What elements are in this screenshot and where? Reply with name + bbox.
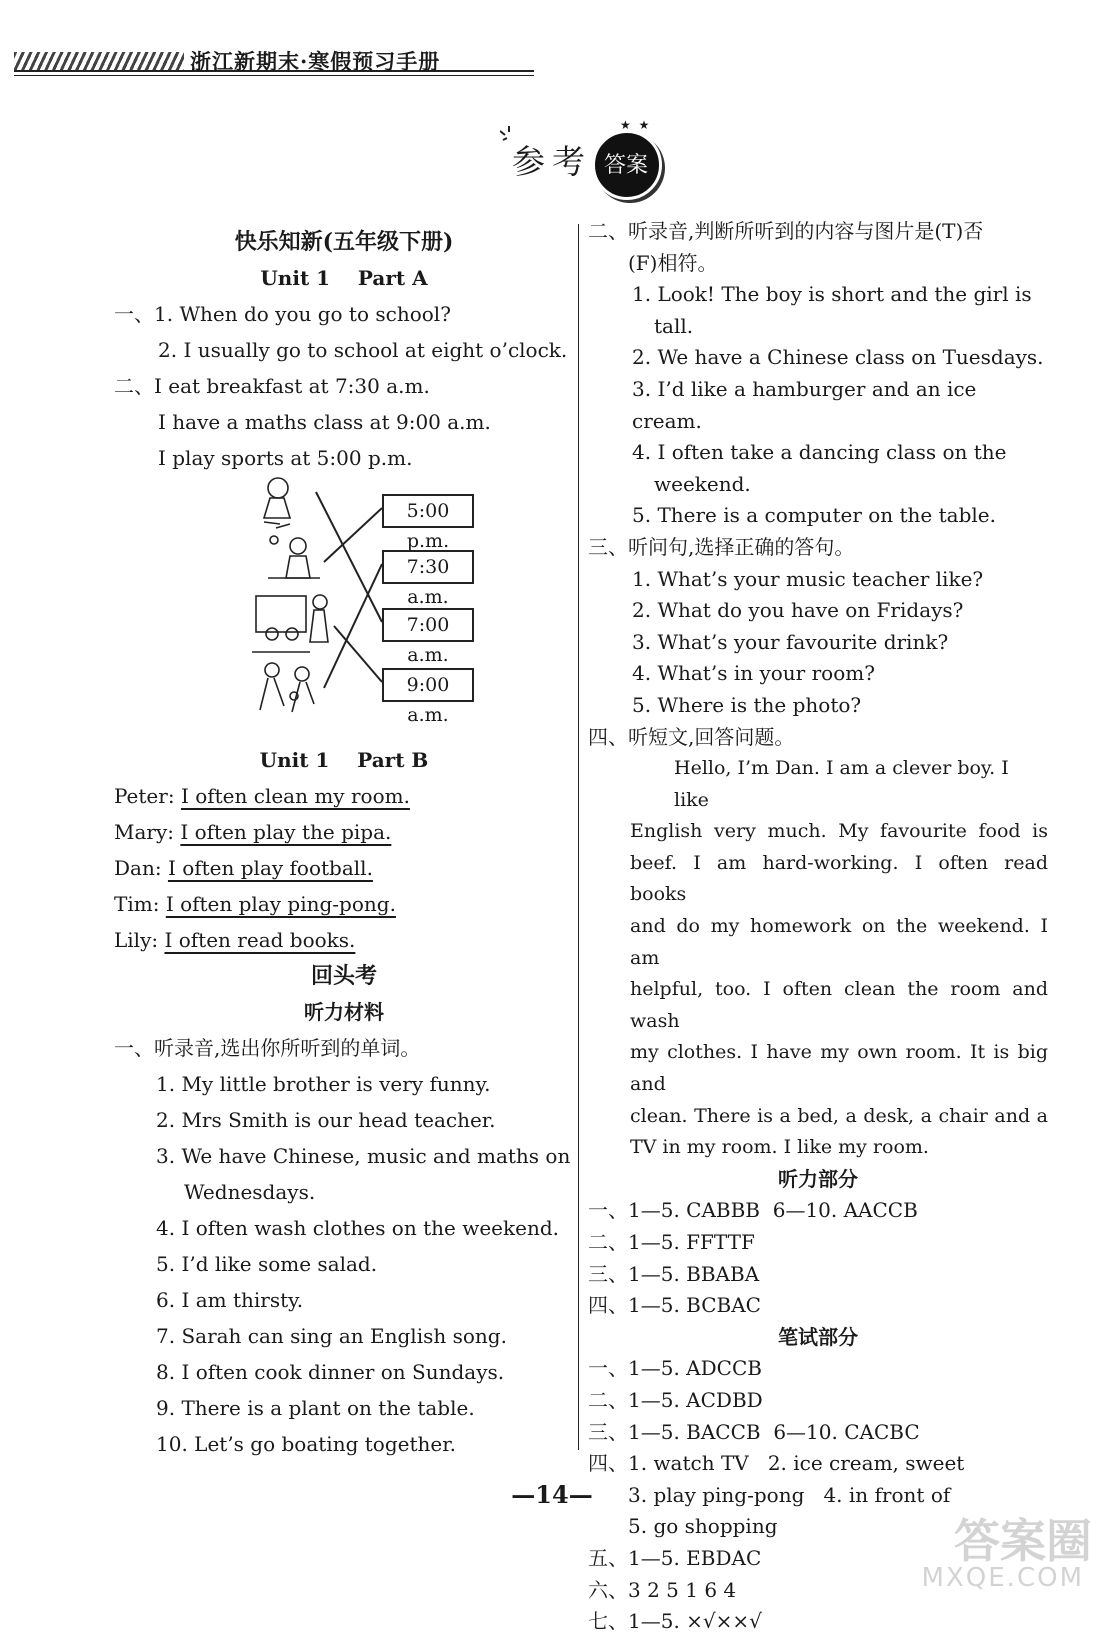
column-divider [578, 224, 579, 1450]
section-title-cont: (F)相符。 [628, 250, 718, 275]
list-item: 1. What’s your music teacher like? [632, 566, 984, 591]
answer-key-line: 一、1—5. ADCCB [588, 1356, 762, 1381]
answer-key-line: 5. go shopping [628, 1514, 778, 1539]
answer-key-line: 一、1—5. CABBB 6—10. AACCB [588, 1198, 918, 1223]
b-row [114, 778, 574, 814]
section-title: 二、听录音,判断所听到的内容与图片是(T)否 [588, 219, 984, 243]
girl-figure [264, 478, 290, 528]
book-title: 快乐知新(五年级下册) [234, 229, 454, 255]
answer-key-line: 五、1—5. EBDAC [588, 1545, 762, 1570]
boy-breakfast-figure [268, 536, 320, 578]
speaker-name: Lily: [114, 928, 159, 952]
list-item: 1. My little brother is very funny. [156, 1072, 491, 1096]
listening-material-heading: 听力材料 [304, 1000, 384, 1024]
banner-char-can: 参 [512, 142, 545, 181]
running-header [14, 40, 534, 82]
listening-part-heading: 听力部分 [778, 1166, 858, 1191]
b-row [114, 814, 574, 850]
answer-key-line: 四、1—5. BCBAC [588, 1293, 761, 1318]
list-item: 2. What do you have on Fridays? [632, 598, 964, 623]
written-part-heading: 笔试部分 [778, 1324, 858, 1349]
list-item: 2. We have a Chinese class on Tuesdays. [632, 345, 1044, 370]
time-matching-diagram [250, 474, 490, 724]
answer-key-line: 二、1—5. ACDBD [588, 1387, 763, 1412]
answer-line: I have a maths class at 9:00 a.m. [158, 410, 491, 434]
list-item: 6. I am thirsty. [156, 1288, 304, 1312]
watermark-url: MXQE.COM [921, 1563, 1084, 1593]
speaker-name: Tim: [114, 892, 160, 916]
list-item: Wednesdays. [184, 1180, 316, 1204]
page-number: —14— [511, 1480, 593, 1509]
section-title: 三、听问句,选择正确的答句。 [588, 534, 855, 559]
b-row [114, 850, 574, 886]
answer-line: 一、1. When do you go to school? [114, 302, 451, 326]
list-item: 5. Where is the photo? [632, 692, 862, 717]
speaker-name: Dan: [114, 856, 162, 880]
time-box: 5:00 p.m. [382, 494, 474, 528]
list-item: 4. I often wash clothes on the weekend. [156, 1216, 559, 1240]
review-title: 回头考 [310, 963, 377, 989]
stars-icon: ★ ★ [620, 118, 652, 132]
book-series-title: 浙江新期末·寒假预习手册 [190, 49, 441, 74]
speaker-answer: I often read books. [164, 928, 356, 952]
speaker-answer: I often play the pipa. [180, 820, 392, 844]
passage-line: clean. There is a bed, a desk, a chair and a [630, 1104, 1048, 1127]
speaker-answer: I often play football. [167, 856, 373, 880]
watermark-logo [912, 1505, 1092, 1595]
speaker-answer: I often clean my room. [180, 784, 410, 808]
list-item: 3. I’d like a hamburger and an ice cream. [632, 376, 977, 433]
list-item: 1. Look! The boy is short and the girl is [632, 282, 1032, 307]
banner-char-kao: 考 [552, 142, 585, 181]
answer-line: 2. I usually go to school at eight o’clock. [158, 338, 568, 362]
list-item: 4. What’s in your room? [632, 661, 875, 686]
list-item: weekend. [654, 471, 751, 496]
section-title: 一、听录音,选出你所听到的单词。 [114, 1036, 421, 1060]
list-item: 3. We have Chinese, music and maths on [156, 1144, 571, 1168]
banner-answer-label: 答案 [603, 153, 648, 178]
list-item: 7. Sarah can sing an English song. [156, 1324, 507, 1348]
list-item: 3. What’s your favourite drink? [632, 629, 949, 654]
list-item: 10. Let’s go boating together. [156, 1432, 456, 1456]
list-item: 9. There is a plant on the table. [156, 1396, 475, 1420]
left-column [114, 224, 574, 1462]
speaker-name: Mary: [114, 820, 174, 844]
answer-key-line: 七、1—5. ×√××√ [588, 1609, 762, 1634]
answer-key-line: 六、3 2 5 1 6 4 [588, 1577, 737, 1602]
answer-banner [500, 118, 700, 196]
list-item: 4. I often take a dancing class on the [632, 440, 1007, 465]
answer-key-line: 3. play ping-pong 4. in front of [628, 1482, 951, 1507]
passage-line: TV in my room. I like my room. [630, 1136, 929, 1159]
answer-key-line: 三、1—5. BACCB 6—10. CACBC [588, 1419, 920, 1444]
b-row [114, 886, 574, 922]
passage-line: my clothes. I have my own room. It is big and [630, 1041, 1048, 1096]
answer-line: I play sports at 5:00 p.m. [158, 446, 413, 470]
watermark-text: 答案圈 [954, 1514, 1092, 1568]
list-item: 5. There is a computer on the table. [632, 503, 996, 528]
unit1-parta-heading: Unit 1 Part A [260, 266, 428, 290]
classroom-figure [252, 595, 328, 652]
section-title: 四、听短文,回答问题。 [588, 724, 795, 749]
time-box: 7:00 a.m. [382, 608, 474, 642]
passage-line: English very much. My favourite food is [630, 820, 1048, 843]
list-item: tall. [654, 313, 694, 338]
header-decoration [14, 52, 184, 72]
passage-line: helpful, too. I often clean the room and wash [630, 978, 1048, 1032]
list-item: 8. I often cook dinner on Sundays. [156, 1360, 505, 1384]
right-column [588, 216, 1048, 1638]
passage-line: and do my homework on the weekend. I am [630, 915, 1048, 969]
list-item: 5. I’d like some salad. [156, 1252, 378, 1276]
time-box: 7:30 a.m. [382, 550, 474, 584]
answer-key-line: 三、1—5. BBABA [588, 1261, 760, 1286]
kids-sports-figure [260, 663, 314, 712]
b-row [114, 922, 574, 958]
unit1-partb-heading: Unit 1 Part B [259, 748, 429, 772]
passage-line: beef. I am hard-working. I often read books [630, 851, 1048, 906]
list-item: 2. Mrs Smith is our head teacher. [156, 1108, 496, 1132]
answer-key-line: 四、1. watch TV 2. ice cream, sweet [588, 1451, 965, 1476]
speaker-answer: I often play ping-pong. [165, 892, 396, 916]
answer-line: 二、I eat breakfast at 7:30 a.m. [114, 374, 430, 398]
speaker-name: Peter: [114, 784, 175, 808]
answer-key-line: 二、1—5. FFTTF [588, 1230, 755, 1254]
time-box: 9:00 a.m. [382, 668, 474, 702]
passage-line: Hello, I’m Dan. I am a clever boy. I like [674, 757, 1009, 811]
